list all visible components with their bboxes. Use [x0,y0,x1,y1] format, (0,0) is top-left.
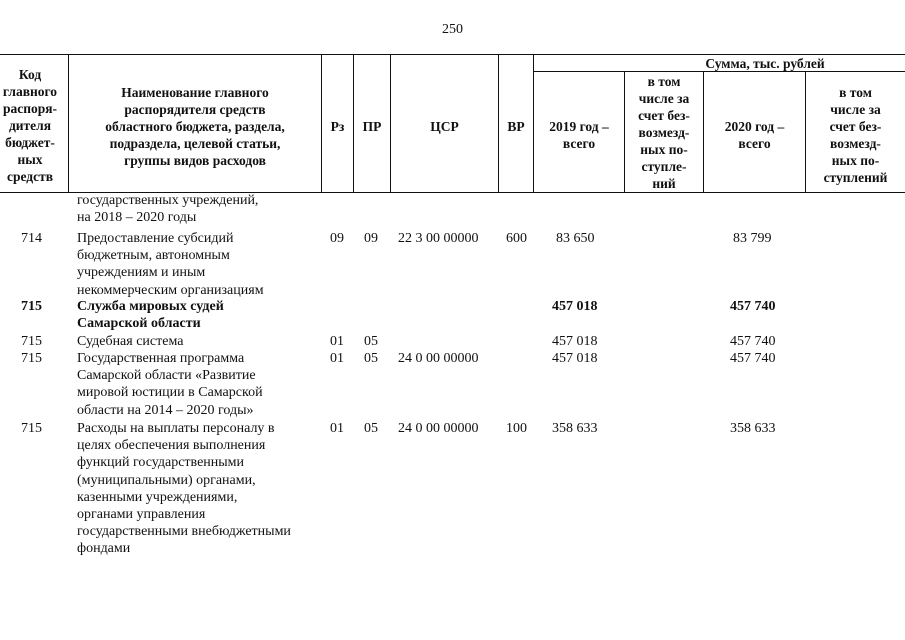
header-name: Наименование главного распорядителя средств областного бюджета, раздела, подраздела, целевой статьи, группы видов расходов [105,85,285,168]
header-kod: Код главного распоря- дителя бюджет- ных средств [2,67,58,184]
table-row-rz: 09 [330,231,344,246]
table-row-2019: 457 018 [552,299,598,314]
table-row-2020: 358 633 [730,421,776,436]
header-rz: Рз [330,119,345,134]
table-row-pr: 05 [364,421,378,436]
table-row-csr: 22 3 00 00000 [398,231,479,246]
table-row-kod: 715 [21,299,42,314]
header-2019-incl: в том числе за счет без- возмезд- ных по- ступле- ний [638,74,690,191]
table-row-kod: 715 [21,351,42,366]
header-2020: 2020 год – всего [724,119,785,151]
table-row-name: Служба мировых судей Самарской области [77,299,224,332]
table-row-vr: 100 [506,421,527,436]
header-2019: 2019 год – всего [549,119,609,151]
table-row-pr: 05 [364,334,378,349]
table-row-csr: 24 0 00 00000 [398,351,479,366]
table-row-2020: 83 799 [733,231,772,246]
table-row-pr: 09 [364,231,378,246]
table-row-rz: 01 [330,421,344,436]
header-2020-incl: в том числе за счет без- возмезд- ных по- ступлений [823,85,888,185]
table-row-vr: 600 [506,231,527,246]
table-row-name: Судебная система [77,334,184,349]
table-row-2019: 457 018 [552,334,598,349]
table-row-kod: 714 [21,231,42,246]
table-row-rz: 01 [330,334,344,349]
table-row-pr: 05 [364,351,378,366]
table-row-2020: 457 740 [730,351,776,366]
table-row-rz: 01 [330,351,344,366]
table-row-2019: 457 018 [552,351,598,366]
table-row-name: Расходы на выплаты персоналу в целях обеспечения выполнения функций государственными (муниципальными) органами, казенными учреждениями, органами управления государственными внебюджетными фондами [77,421,291,557]
table-row-csr: 24 0 00 00000 [398,421,479,436]
header-pr: ПР [362,119,382,134]
table-row-2019: 83 650 [556,231,595,246]
table-row-name: государственных учреждений, на 2018 – 2020 годы [77,193,259,226]
page-number: 250 [442,22,463,37]
header-vr: ВР [507,119,525,134]
table-row-2019: 358 633 [552,421,598,436]
table-row-2020: 457 740 [730,299,776,314]
table-row-2020: 457 740 [730,334,776,349]
table-row-kod: 715 [21,421,42,436]
header-summa: Сумма, тыс. рублей [705,56,825,71]
table-row-name: Государственная программа Самарской области «Развитие мировой юстиции в Самарской области на 2014 – 2020 годы» [77,351,263,418]
table-row-kod: 715 [21,334,42,349]
table-row-name: Предоставление субсидий бюджетным, автономным учреждениям и иным некоммерческим организациям [77,231,264,298]
header-csr: ЦСР [430,119,459,134]
